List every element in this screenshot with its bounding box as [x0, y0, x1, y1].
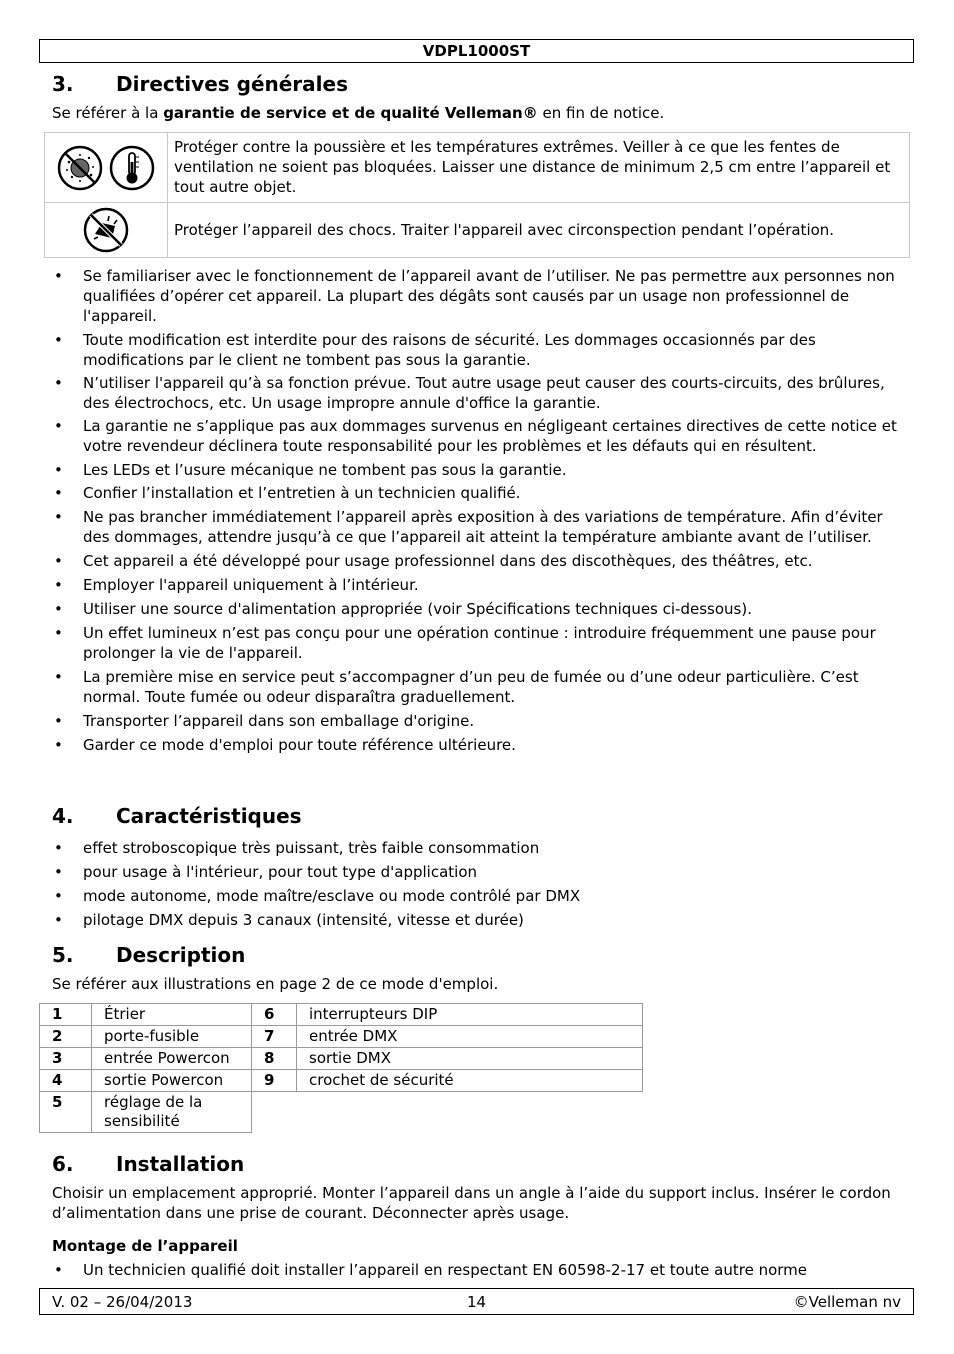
- list-item: • effet stroboscopique très puissant, très faible consommation: [52, 838, 904, 858]
- list-item: • Toute modification est interdite pour des raisons de sécurité. Les dommages occasionnés par des modifications par le client ne tombent pas sous la garantie.: [52, 330, 904, 370]
- table-row: [40, 1026, 643, 1048]
- empty-cell: [297, 1092, 643, 1133]
- item-number: 1: [40, 1004, 92, 1026]
- subheading: Montage de l’appareil: [52, 1237, 238, 1255]
- warranty-reference: garantie de service et de qualité Velleman®: [163, 104, 538, 122]
- section-title: Description: [116, 943, 246, 967]
- warning-text: Protéger contre la poussière et les températures extrêmes. Veiller à ce que les fentes de ventilation ne soient pas bloquées. Laisser une distance de minimum 2,5 cm entre l’appareil et tout autre objet.: [168, 133, 910, 203]
- item-number: 3: [40, 1048, 92, 1070]
- list-item: • mode autonome, mode maître/esclave ou mode contrôlé par DMX: [52, 886, 904, 906]
- table-row: [40, 1004, 643, 1026]
- section-3-intro: Se référer à la garantie de service et de qualité Velleman® en fin de notice.: [52, 104, 665, 122]
- page-number: 14: [466, 1293, 487, 1311]
- section-5-intro: Se référer aux illustrations en page 2 de ce mode d'emploi.: [52, 975, 499, 993]
- list-item: • Employer l'appareil uniquement à l’intérieur.: [52, 575, 904, 595]
- list-item: • Les LEDs et l’usure mécanique ne tombent pas sous la garantie.: [52, 460, 904, 480]
- section-6-intro: Choisir un emplacement approprié. Monter l’appareil dans un angle à l’aide du support inclus. Insérer le cordon d’alimentation dans une prise de courant. Déconnecter après usage.: [52, 1184, 891, 1222]
- thermometer-icon: [108, 144, 156, 192]
- item-label: entrée DMX: [297, 1026, 643, 1048]
- table-row: [40, 1070, 643, 1092]
- empty-cell: [252, 1092, 297, 1133]
- section-title: Installation: [116, 1152, 245, 1176]
- warning-text: Protéger l’appareil des chocs. Traiter l'appareil avec circonspection pendant l’opération.: [168, 203, 910, 258]
- item-number: 8: [252, 1048, 297, 1070]
- warning-icons-cell: [45, 133, 168, 203]
- item-label: réglage de la sensibilité: [92, 1092, 252, 1133]
- list-item: • Un effet lumineux n’est pas conçu pour une opération continue : introduire fréquemment une pause pour prolonger la vie de l'appareil.: [52, 623, 904, 663]
- list-item: • Cet appareil a été développé pour usage professionnel dans des discothèques, des théâtres, etc.: [52, 551, 904, 571]
- item-label: sortie Powercon: [92, 1070, 252, 1092]
- item-label: crochet de sécurité: [297, 1070, 643, 1092]
- section-6-bullet-list: [52, 1260, 904, 1280]
- list-item: • pilotage DMX depuis 3 canaux (intensité, vitesse et durée): [52, 910, 904, 930]
- warning-row: [45, 203, 910, 258]
- table-row: [40, 1092, 643, 1133]
- section-title: Directives générales: [116, 72, 348, 96]
- section-title: Caractéristiques: [116, 804, 302, 828]
- list-item: • La garantie ne s’applique pas aux dommages survenus en négligeant certaines directives de cette notice et votre revendeur déclinera toute responsabilité pour les problèmes et les défauts qui en résultent.: [52, 416, 904, 456]
- version-date: V. 02 – 26/04/2013: [52, 1293, 193, 1311]
- warning-icons-cell: [45, 203, 168, 258]
- section-number: 4.: [52, 804, 74, 828]
- list-item: • Confier l’installation et l’entretien à un technicien qualifié.: [52, 483, 904, 503]
- section-number: 5.: [52, 943, 74, 967]
- item-label: porte-fusible: [92, 1026, 252, 1048]
- section-3-bullet-list: [52, 266, 904, 755]
- item-number: 6: [252, 1004, 297, 1026]
- no-dust-icon: [56, 144, 104, 192]
- item-number: 9: [252, 1070, 297, 1092]
- section-number: 6.: [52, 1152, 74, 1176]
- list-item: • pour usage à l'intérieur, pour tout type d'application: [52, 862, 904, 882]
- list-item: • Garder ce mode d'emploi pour toute référence ultérieure.: [52, 735, 904, 755]
- page-header: [39, 39, 914, 63]
- list-item: • La première mise en service peut s’accompagner d’un peu de fumée ou d’une odeur particulière. C’est normal. Toute fumée ou odeur disparaîtra graduellement.: [52, 667, 904, 707]
- list-item: • Ne pas brancher immédiatement l’appareil après exposition à des variations de température. Afin d’éviter des dommages, attendre jusqu’à ce que l’appareil ait atteint la température ambiante avant de l’utiliser.: [52, 507, 904, 547]
- list-item: • Utiliser une source d'alimentation appropriée (voir Spécifications techniques ci-dessous).: [52, 599, 904, 619]
- list-item: • Un technicien qualifié doit installer l’appareil en respectant EN 60598-2-17 et toute autre norme: [52, 1260, 904, 1280]
- warning-table: [44, 132, 910, 258]
- item-number: 2: [40, 1026, 92, 1048]
- section-number: 3.: [52, 72, 74, 96]
- item-number: 7: [252, 1026, 297, 1048]
- warning-row: [45, 133, 910, 203]
- item-number: 4: [40, 1070, 92, 1092]
- no-shock-icon: [82, 206, 130, 254]
- section-4-bullet-list: [52, 838, 904, 930]
- item-label: interrupteurs DIP: [297, 1004, 643, 1026]
- table-row: [40, 1048, 643, 1070]
- item-number: 5: [40, 1092, 92, 1133]
- item-label: sortie DMX: [297, 1048, 643, 1070]
- copyright: ©Velleman nv: [793, 1293, 901, 1311]
- page-footer: [39, 1288, 914, 1315]
- list-item: • N’utiliser l'appareil qu’à sa fonction prévue. Tout autre usage peut causer des courts-circuits, des brûlures, des électrochocs, etc. Un usage impropre annule d'office la garantie.: [52, 373, 904, 413]
- item-label: entrée Powercon: [92, 1048, 252, 1070]
- list-item: • Transporter l’appareil dans son emballage d'origine.: [52, 711, 904, 731]
- description-table: [39, 1003, 643, 1133]
- list-item: • Se familiariser avec le fonctionnement de l’appareil avant de l’utiliser. Ne pas permettre aux personnes non qualifiées d’opérer cet appareil. La plupart des dégâts sont causés par un usage non professionnel de l'appareil.: [52, 266, 904, 326]
- item-label: Étrier: [92, 1004, 252, 1026]
- model-name: VDPL1000ST: [422, 42, 531, 60]
